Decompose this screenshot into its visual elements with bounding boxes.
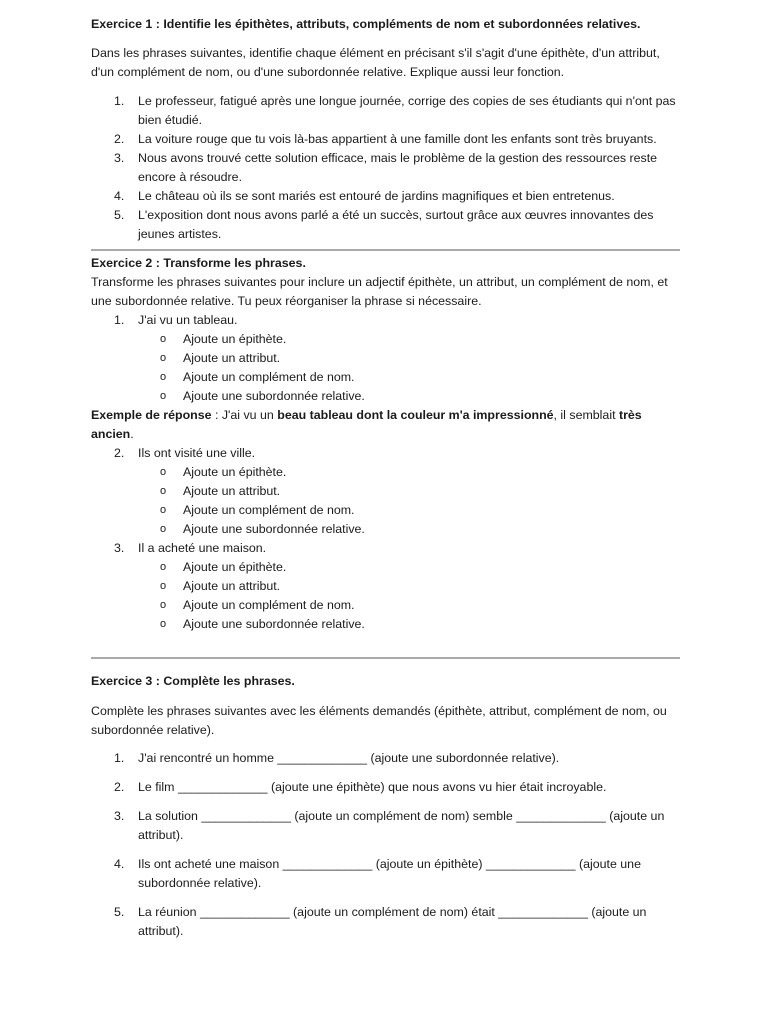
sub-list xyxy=(138,330,680,406)
answer-blank[interactable]: _____________ xyxy=(516,809,606,823)
example-bold-text: très ancien xyxy=(91,408,642,441)
circle-bullet-icon: o xyxy=(160,485,167,497)
item-number: 4. xyxy=(114,857,125,871)
sub-list xyxy=(138,558,680,634)
list-item xyxy=(91,311,680,406)
list-item xyxy=(91,855,680,893)
item-text: (ajoute une subordonnée relative). xyxy=(367,751,560,765)
item-number: 4. xyxy=(114,189,125,203)
section-divider xyxy=(91,657,680,659)
sub-item xyxy=(91,330,680,349)
circle-bullet-icon: o xyxy=(160,371,167,383)
exercise-2-instruction: Transforme les phrases suivantes pour inclure un adjectif épithète, un attribut, un complément de nom, et une subordonnée relative. Tu peux réorganiser la phrase si nécessaire. xyxy=(91,275,668,308)
circle-bullet-icon: o xyxy=(160,390,167,402)
exercise-3-title: Exercice 3 : Complète les phrases. xyxy=(91,674,295,688)
exercise-3-instruction: Complète les phrases suivantes avec les éléments demandés (épithète, attribut, complément de nom, ou subordonnée relative). xyxy=(91,704,667,737)
sub-item-text: Ajoute une subordonnée relative. xyxy=(183,522,365,536)
item-text: (ajoute un attribut). xyxy=(138,905,647,938)
circle-bullet-icon: o xyxy=(160,504,167,516)
list-item xyxy=(91,92,680,130)
list-item xyxy=(91,130,680,149)
sub-item xyxy=(91,501,680,520)
list-item xyxy=(91,903,680,941)
sub-item-text: Ajoute un complément de nom. xyxy=(183,598,355,612)
sub-item xyxy=(91,558,680,577)
exercise-1-list xyxy=(91,92,680,244)
item-number: 3. xyxy=(114,809,125,823)
item-text: (ajoute un complément de nom) semble xyxy=(290,809,517,823)
list-item xyxy=(91,539,680,634)
item-number: 3. xyxy=(114,541,125,555)
item-text: Nous avons trouvé cette solution efficace, mais le problème de la gestion des ressources reste encore à résoudre. xyxy=(138,151,658,184)
sub-item xyxy=(91,577,680,596)
exercise-1-title: Exercice 1 : Identifie les épithètes, attributs, compléments de nom et subordonnées relatives. xyxy=(91,17,641,31)
answer-blank[interactable]: _____________ xyxy=(282,857,373,871)
sub-item xyxy=(91,596,680,615)
item-number: 2. xyxy=(114,780,125,794)
item-text: J'ai rencontré un homme xyxy=(138,751,278,765)
sub-item xyxy=(91,463,680,482)
item-text: Ils ont acheté une maison xyxy=(138,857,283,871)
example-text: , il semblait xyxy=(553,408,619,422)
sub-list xyxy=(138,463,680,539)
circle-bullet-icon: o xyxy=(160,333,167,345)
item-text: L'exposition dont nous avons parlé a été un succès, surtout grâce aux œuvres innovantes des jeunes artistes. xyxy=(138,208,654,241)
sub-item-text: Ajoute une subordonnée relative. xyxy=(183,617,365,631)
item-number: 3. xyxy=(114,151,125,165)
item-text: (ajoute une épithète) que nous avons vu hier était incroyable. xyxy=(267,780,607,794)
example-text: . xyxy=(130,427,134,441)
exercise-2-title: Exercice 2 : Transforme les phrases. xyxy=(91,256,306,270)
exercise-1-instruction: Dans les phrases suivantes, identifie chaque élément en précisant s'il s'agit d'une épithète, d'un attribut, d'un complément de nom, ou d'une subordonnée relative. Explique aussi leur fonction. xyxy=(91,46,660,79)
item-text: J'ai vu un tableau. xyxy=(138,313,238,327)
sub-item xyxy=(91,368,680,387)
circle-bullet-icon: o xyxy=(160,466,167,478)
circle-bullet-icon: o xyxy=(160,599,167,611)
exercise-2-list xyxy=(91,311,680,406)
list-item xyxy=(91,444,680,539)
list-item xyxy=(91,778,680,797)
circle-bullet-icon: o xyxy=(160,352,167,364)
answer-blank[interactable]: _____________ xyxy=(201,809,291,823)
item-text: Ils ont visité une ville. xyxy=(138,446,256,460)
list-item xyxy=(91,206,680,244)
item-text: (ajoute un épithète) xyxy=(372,857,486,871)
example-text: : J'ai vu un xyxy=(211,408,278,422)
answer-blank[interactable]: _____________ xyxy=(177,780,268,794)
example-answer xyxy=(91,406,680,444)
answer-blank[interactable]: _____________ xyxy=(485,857,576,871)
circle-bullet-icon: o xyxy=(160,523,167,535)
item-text: Le film xyxy=(138,780,178,794)
list-item xyxy=(91,187,680,206)
section-divider xyxy=(91,249,680,251)
item-number: 1. xyxy=(114,751,125,765)
answer-blank[interactable]: _____________ xyxy=(277,751,368,765)
exercise-3-list xyxy=(91,749,680,941)
sub-item xyxy=(91,482,680,501)
item-text: La voiture rouge que tu vois là-bas appartient à une famille dont les enfants sont très bruyants. xyxy=(138,132,657,146)
item-text: La réunion xyxy=(138,905,201,919)
item-text: La solution xyxy=(138,809,202,823)
item-number: 1. xyxy=(114,94,125,108)
sub-item-text: Ajoute un attribut. xyxy=(183,351,281,365)
sub-item-text: Ajoute un épithète. xyxy=(183,560,287,574)
item-text: Le professeur, fatigué après une longue journée, corrige des copies de ses étudiants qui n'ont pas bien étudié. xyxy=(138,94,676,127)
item-number: 2. xyxy=(114,132,125,146)
item-number: 5. xyxy=(114,905,125,919)
exercise-1 xyxy=(91,15,680,244)
exercise-3 xyxy=(91,672,680,941)
sub-item-text: Ajoute un complément de nom. xyxy=(183,503,355,517)
circle-bullet-icon: o xyxy=(160,618,167,630)
item-text: (ajoute un complément de nom) était xyxy=(289,905,499,919)
item-text: (ajoute un attribut). xyxy=(138,809,665,842)
answer-blank[interactable]: _____________ xyxy=(498,905,588,919)
list-item xyxy=(91,149,680,187)
example-bold-text: beau tableau dont la couleur m'a impressionné xyxy=(277,408,554,422)
item-text: Le château où ils se sont mariés est entouré de jardins magnifiques et bien entretenus. xyxy=(138,189,615,203)
circle-bullet-icon: o xyxy=(160,561,167,573)
sub-item xyxy=(91,387,680,406)
sub-item xyxy=(91,349,680,368)
list-item xyxy=(91,749,680,768)
exercise-2-list-continued xyxy=(91,444,680,634)
item-number: 2. xyxy=(114,446,125,460)
circle-bullet-icon: o xyxy=(160,580,167,592)
sub-item xyxy=(91,520,680,539)
answer-blank[interactable]: _____________ xyxy=(200,905,290,919)
sub-item-text: Ajoute une subordonnée relative. xyxy=(183,389,365,403)
item-number: 5. xyxy=(114,208,125,222)
example-label: Exemple de réponse xyxy=(91,408,212,422)
sub-item-text: Ajoute un épithète. xyxy=(183,332,287,346)
item-number: 1. xyxy=(114,313,125,327)
item-text: (ajoute une subordonnée relative). xyxy=(138,857,641,890)
sub-item-text: Ajoute un complément de nom. xyxy=(183,370,355,384)
item-text: Il a acheté une maison. xyxy=(138,541,267,555)
sub-item-text: Ajoute un attribut. xyxy=(183,579,281,593)
exercise-2 xyxy=(91,254,680,634)
list-item xyxy=(91,807,680,845)
sub-item xyxy=(91,615,680,634)
sub-item-text: Ajoute un épithète. xyxy=(183,465,287,479)
sub-item-text: Ajoute un attribut. xyxy=(183,484,281,498)
